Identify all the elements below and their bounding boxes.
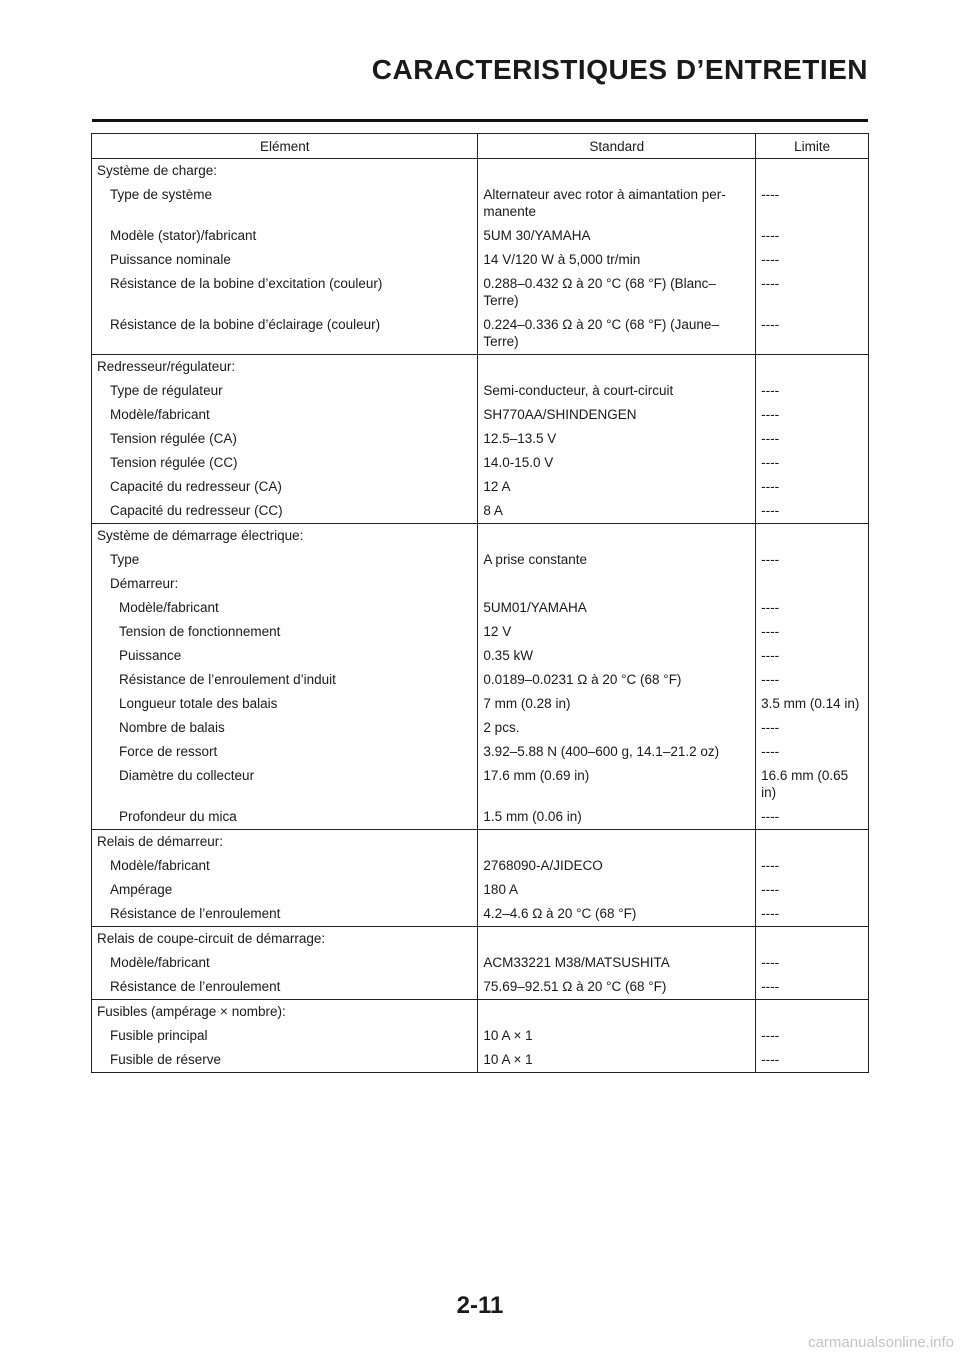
standard-cell: 12 A [478, 475, 756, 499]
limit-cell [756, 159, 869, 184]
element-cell: Résistance de l’enroulement [92, 902, 478, 927]
standard-cell: Semi-conducteur, à court-circuit [478, 379, 756, 403]
header-element: Elément [92, 134, 478, 159]
element-cell: Résistance de la bobine d’excitation (couleur) [92, 272, 478, 313]
element-cell: Nombre de balais [92, 716, 478, 740]
table-body [92, 159, 869, 1073]
element-cell: Longueur totale des balais [92, 692, 478, 716]
footer-watermark[interactable]: carmanualsonline.info [808, 1334, 954, 1351]
limit-cell: ---- [756, 427, 869, 451]
header-limit: Limite [756, 134, 869, 159]
limit-cell: ---- [756, 548, 869, 572]
limit-cell: ---- [756, 248, 869, 272]
table-row [92, 427, 869, 451]
standard-cell: 0.288–0.432 Ω à 20 °C (68 °F) (Blanc–Terre) [478, 272, 756, 313]
table-row [92, 572, 869, 596]
table-row [92, 902, 869, 927]
element-cell: Fusible principal [92, 1024, 478, 1048]
limit-cell: ---- [756, 620, 869, 644]
table-row [92, 951, 869, 975]
limit-cell: ---- [756, 878, 869, 902]
element-cell: Modèle (stator)/fabricant [92, 224, 478, 248]
element-cell: Résistance de la bobine d’éclairage (couleur) [92, 313, 478, 355]
standard-cell: 7 mm (0.28 in) [478, 692, 756, 716]
limit-cell: ---- [756, 313, 869, 355]
table-row [92, 854, 869, 878]
header-standard: Standard [478, 134, 756, 159]
standard-cell [478, 1000, 756, 1025]
limit-cell [756, 524, 869, 549]
specification-table [91, 133, 869, 1073]
standard-cell [478, 572, 756, 596]
standard-cell: 5UM 30/YAMAHA [478, 224, 756, 248]
page-title: CARACTERISTIQUES D’ENTRETIEN [371, 54, 868, 85]
table-row [92, 1048, 869, 1073]
table-row [92, 499, 869, 524]
table-section-row [92, 524, 869, 549]
limit-cell: ---- [756, 1048, 869, 1073]
limit-cell [756, 927, 869, 952]
table-section-row [92, 830, 869, 855]
limit-cell: ---- [756, 1024, 869, 1048]
table-row [92, 548, 869, 572]
standard-cell [478, 830, 756, 855]
element-cell: Diamètre du collecteur [92, 764, 478, 805]
standard-cell: 17.6 mm (0.69 in) [478, 764, 756, 805]
table-row [92, 716, 869, 740]
table-row [92, 692, 869, 716]
table-row [92, 805, 869, 830]
table-row [92, 975, 869, 1000]
limit-cell: ---- [756, 668, 869, 692]
element-cell: Système de charge: [92, 159, 478, 184]
table-section-row [92, 355, 869, 380]
element-cell: Profondeur du mica [92, 805, 478, 830]
standard-cell [478, 355, 756, 380]
standard-cell: 180 A [478, 878, 756, 902]
standard-cell: SH770AA/SHINDENGEN [478, 403, 756, 427]
page-number: 2-11 [456, 1292, 504, 1319]
limit-cell: ---- [756, 740, 869, 764]
limit-cell: ---- [756, 475, 869, 499]
element-cell: Type de système [92, 183, 478, 224]
table-row [92, 224, 869, 248]
table-row [92, 620, 869, 644]
element-cell: Tension régulée (CC) [92, 451, 478, 475]
limit-cell [756, 830, 869, 855]
table-section-row [92, 927, 869, 952]
title-rule [92, 119, 868, 122]
standard-cell: 10 A × 1 [478, 1024, 756, 1048]
element-cell: Tension régulée (CA) [92, 427, 478, 451]
element-cell: Type de régulateur [92, 379, 478, 403]
table-row [92, 475, 869, 499]
table-row [92, 878, 869, 902]
table-row [92, 668, 869, 692]
element-cell: Puissance nominale [92, 248, 478, 272]
standard-cell: 4.2–4.6 Ω à 20 °C (68 °F) [478, 902, 756, 927]
element-cell: Relais de démarreur: [92, 830, 478, 855]
limit-cell: ---- [756, 499, 869, 524]
element-cell: Modèle/fabricant [92, 596, 478, 620]
limit-cell: 3.5 mm (0.14 in) [756, 692, 869, 716]
element-cell: Démarreur: [92, 572, 478, 596]
element-cell: Ampérage [92, 878, 478, 902]
table-row [92, 740, 869, 764]
element-cell: Fusible de réserve [92, 1048, 478, 1073]
table-row [92, 379, 869, 403]
element-cell: Fusibles (ampérage × nombre): [92, 1000, 478, 1025]
table-row [92, 1024, 869, 1048]
limit-cell: ---- [756, 902, 869, 927]
limit-cell: ---- [756, 596, 869, 620]
standard-cell: 1.5 mm (0.06 in) [478, 805, 756, 830]
limit-cell: ---- [756, 854, 869, 878]
table-row [92, 403, 869, 427]
element-cell: Résistance de l’enroulement [92, 975, 478, 1000]
table-row [92, 313, 869, 355]
standard-cell: A prise constante [478, 548, 756, 572]
table-row [92, 272, 869, 313]
element-cell: Type [92, 548, 478, 572]
limit-cell: 16.6 mm (0.65 in) [756, 764, 869, 805]
element-cell: Tension de fonctionnement [92, 620, 478, 644]
table-header-row [92, 134, 869, 159]
element-cell: Modèle/fabricant [92, 854, 478, 878]
standard-cell: 3.92–5.88 N (400–600 g, 14.1–21.2 oz) [478, 740, 756, 764]
limit-cell: ---- [756, 403, 869, 427]
limit-cell: ---- [756, 951, 869, 975]
standard-cell: 2 pcs. [478, 716, 756, 740]
standard-cell: 14 V/120 W à 5,000 tr/min [478, 248, 756, 272]
element-cell: Système de démarrage électrique: [92, 524, 478, 549]
element-cell: Capacité du redresseur (CA) [92, 475, 478, 499]
standard-cell: 12 V [478, 620, 756, 644]
table-row [92, 451, 869, 475]
limit-cell: ---- [756, 716, 869, 740]
limit-cell: ---- [756, 805, 869, 830]
limit-cell: ---- [756, 379, 869, 403]
standard-cell: 8 A [478, 499, 756, 524]
table-row [92, 764, 869, 805]
limit-cell: ---- [756, 272, 869, 313]
limit-cell: ---- [756, 451, 869, 475]
standard-cell: 0.35 kW [478, 644, 756, 668]
standard-cell: 0.224–0.336 Ω à 20 °C (68 °F) (Jaune–Terre) [478, 313, 756, 355]
standard-cell: Alternateur avec rotor à aimantation per-manente [478, 183, 756, 224]
standard-cell [478, 159, 756, 184]
standard-cell: 14.0-15.0 V [478, 451, 756, 475]
limit-cell: ---- [756, 644, 869, 668]
table-row [92, 183, 869, 224]
standard-cell: 5UM01/YAMAHA [478, 596, 756, 620]
table-row [92, 596, 869, 620]
element-cell: Relais de coupe-circuit de démarrage: [92, 927, 478, 952]
table-section-row [92, 159, 869, 184]
limit-cell [756, 355, 869, 380]
table-row [92, 248, 869, 272]
table-row [92, 644, 869, 668]
standard-cell [478, 524, 756, 549]
limit-cell: ---- [756, 975, 869, 1000]
standard-cell: 10 A × 1 [478, 1048, 756, 1073]
standard-cell: 12.5–13.5 V [478, 427, 756, 451]
table-section-row [92, 1000, 869, 1025]
limit-cell [756, 572, 869, 596]
standard-cell [478, 927, 756, 952]
element-cell: Capacité du redresseur (CC) [92, 499, 478, 524]
limit-cell: ---- [756, 224, 869, 248]
standard-cell: 75.69–92.51 Ω à 20 °C (68 °F) [478, 975, 756, 1000]
standard-cell: 0.0189–0.0231 Ω à 20 °C (68 °F) [478, 668, 756, 692]
element-cell: Résistance de l’enroulement d’induit [92, 668, 478, 692]
element-cell: Force de ressort [92, 740, 478, 764]
element-cell: Modèle/fabricant [92, 403, 478, 427]
standard-cell: 2768090-A/JIDECO [478, 854, 756, 878]
element-cell: Puissance [92, 644, 478, 668]
element-cell: Modèle/fabricant [92, 951, 478, 975]
limit-cell: ---- [756, 183, 869, 224]
limit-cell [756, 1000, 869, 1025]
element-cell: Redresseur/régulateur: [92, 355, 478, 380]
standard-cell: ACM33221 M38/MATSUSHITA [478, 951, 756, 975]
